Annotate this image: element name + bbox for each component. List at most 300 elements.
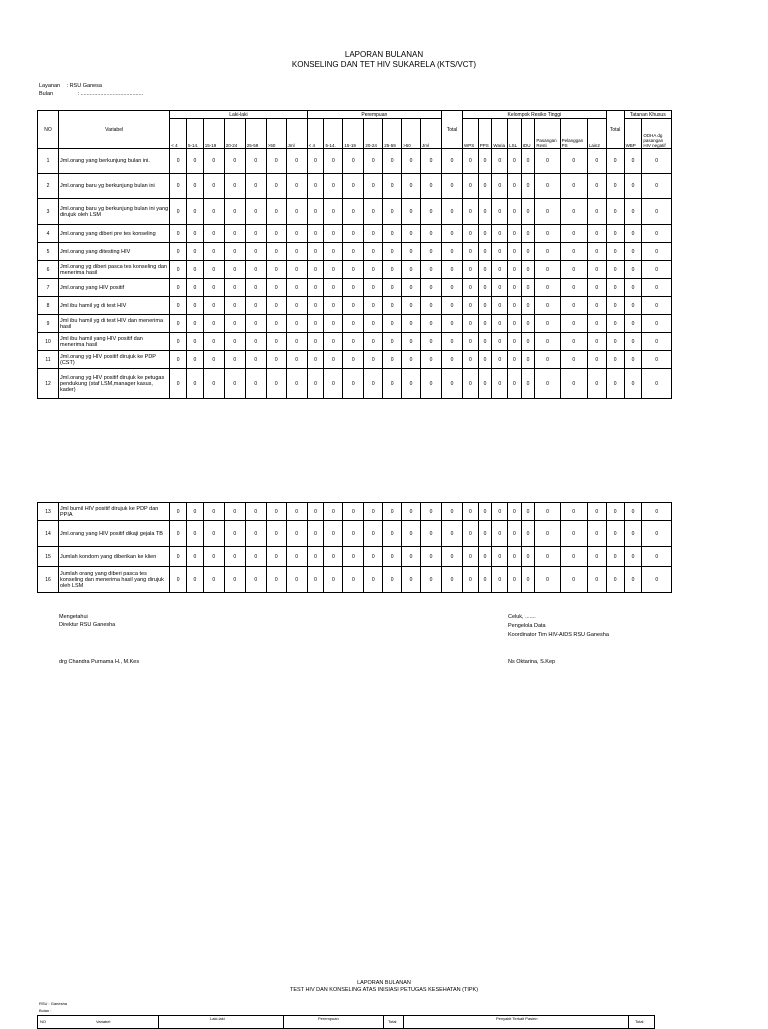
value-cell: 0 xyxy=(245,199,266,225)
value-cell: 0 xyxy=(606,174,624,199)
header-total: Total xyxy=(442,111,463,149)
value-cell: 0 xyxy=(187,297,204,315)
value-cell: 0 xyxy=(170,199,187,225)
value-cell: 0 xyxy=(560,333,587,351)
table-row xyxy=(38,225,672,243)
value-cell: 0 xyxy=(624,149,642,174)
table-row xyxy=(38,243,672,261)
row-label: Jml.orang yang ditesting HIV xyxy=(58,243,169,261)
value-cell: 0 xyxy=(606,315,624,333)
value-cell: 0 xyxy=(421,567,442,593)
value-cell: 0 xyxy=(402,547,421,567)
value-cell: 0 xyxy=(266,333,286,351)
value-cell: 0 xyxy=(286,333,307,351)
value-cell: 0 xyxy=(364,503,383,521)
value-cell: 0 xyxy=(203,315,224,333)
value-cell: 0 xyxy=(624,199,642,225)
value-cell: 0 xyxy=(463,351,479,369)
value-cell: 0 xyxy=(245,333,266,351)
value-cell: 0 xyxy=(324,567,343,593)
value-cell: 0 xyxy=(343,333,364,351)
value-cell: 0 xyxy=(245,297,266,315)
value-cell: 0 xyxy=(642,261,672,279)
value-cell: 0 xyxy=(245,567,266,593)
value-cell: 0 xyxy=(286,225,307,243)
value-cell: 0 xyxy=(508,199,522,225)
value-cell: 0 xyxy=(560,351,587,369)
value-cell: 0 xyxy=(245,243,266,261)
row-label: Jumlah kondom yang diberikan ke klien xyxy=(58,547,169,567)
value-cell: 0 xyxy=(286,547,307,567)
value-cell: 0 xyxy=(478,315,492,333)
value-cell: 0 xyxy=(402,333,421,351)
value-cell: 0 xyxy=(508,279,522,297)
value-cell: 0 xyxy=(224,149,245,174)
value-cell: 0 xyxy=(170,369,187,399)
report-subtitle: KONSELING DAN TET HIV SUKARELA (KTS/VCT) xyxy=(291,60,477,69)
row-number: 9 xyxy=(38,315,59,333)
value-cell: 0 xyxy=(560,297,587,315)
value-cell: 0 xyxy=(364,149,383,174)
value-cell: 0 xyxy=(606,503,624,521)
value-cell: 0 xyxy=(343,297,364,315)
value-cell: 0 xyxy=(307,521,324,547)
value-cell: 0 xyxy=(508,225,522,243)
value-cell: 0 xyxy=(364,199,383,225)
value-cell: 0 xyxy=(606,567,624,593)
value-cell: 0 xyxy=(508,174,522,199)
value-cell: 0 xyxy=(642,174,672,199)
value-cell: 0 xyxy=(203,503,224,521)
value-cell: 0 xyxy=(224,351,245,369)
value-cell: 0 xyxy=(307,567,324,593)
value-cell: 0 xyxy=(508,333,522,351)
row-label: Jml.orang baru yg berkunjung bulan ini yang dirujuk oleh LSM xyxy=(58,199,169,225)
value-cell: 0 xyxy=(463,243,479,261)
value-cell: 0 xyxy=(560,503,587,521)
value-cell: 0 xyxy=(203,547,224,567)
report2-rsu: RSU : Ganesha xyxy=(39,1001,68,1006)
value-cell: 0 xyxy=(266,567,286,593)
value-cell: 0 xyxy=(170,225,187,243)
value-cell: 0 xyxy=(508,261,522,279)
value-cell: 0 xyxy=(203,261,224,279)
table-row xyxy=(38,199,672,225)
value-cell: 0 xyxy=(521,243,535,261)
layanan-label: Layanan xyxy=(39,83,61,89)
value-cell: 0 xyxy=(642,225,672,243)
value-cell: 0 xyxy=(203,174,224,199)
header-perempuan-age: >50 xyxy=(402,119,421,149)
row-label: Jml.orang yang diberi pre tes konseling xyxy=(58,225,169,243)
value-cell: 0 xyxy=(442,369,463,399)
report2-total: Total xyxy=(388,1019,397,1024)
header-kelompok: Kelompok Resiko Tinggi xyxy=(463,111,607,119)
value-cell: 0 xyxy=(402,315,421,333)
value-cell: 0 xyxy=(642,315,672,333)
value-cell: 0 xyxy=(266,225,286,243)
row-label: Jml.orang yg HIV positif dirujuk ke PDP (CST) xyxy=(58,351,169,369)
value-cell: 0 xyxy=(324,149,343,174)
value-cell: 0 xyxy=(324,174,343,199)
sign-right-name: Ns Oktarina, S.Kep xyxy=(508,659,556,665)
value-cell: 0 xyxy=(364,279,383,297)
value-cell: 0 xyxy=(492,279,508,297)
value-cell: 0 xyxy=(187,261,204,279)
value-cell: 0 xyxy=(535,225,560,243)
header-risk-group: PPS xyxy=(478,119,492,149)
value-cell: 0 xyxy=(383,567,402,593)
header-perempuan-age: 15-19 xyxy=(343,119,364,149)
value-cell: 0 xyxy=(402,521,421,547)
value-cell: 0 xyxy=(420,149,441,174)
value-cell: 0 xyxy=(587,297,606,315)
value-cell: 0 xyxy=(203,225,224,243)
value-cell: 0 xyxy=(521,351,535,369)
value-cell: 0 xyxy=(521,547,535,567)
row-label: Jml.orang yang HIV positif dikaji gejala TB xyxy=(58,521,169,547)
value-cell: 0 xyxy=(442,333,463,351)
value-cell: 0 xyxy=(307,297,324,315)
report2-laki: Laki-laki xyxy=(210,1016,225,1021)
report2-bulan: Bulan : xyxy=(39,1008,52,1013)
value-cell: 0 xyxy=(624,261,642,279)
value-cell: 0 xyxy=(170,174,187,199)
row-number: 13 xyxy=(38,503,59,521)
value-cell: 0 xyxy=(441,567,462,593)
value-cell: 0 xyxy=(420,174,441,199)
value-cell: 0 xyxy=(224,174,245,199)
value-cell: 0 xyxy=(478,521,492,547)
value-cell: 0 xyxy=(224,297,245,315)
value-cell: 0 xyxy=(606,333,624,351)
value-cell: 0 xyxy=(383,149,402,174)
value-cell: 0 xyxy=(478,243,492,261)
table-row xyxy=(38,149,672,174)
value-cell: 0 xyxy=(492,351,508,369)
value-cell: 0 xyxy=(170,149,187,174)
value-cell: 0 xyxy=(364,297,383,315)
value-cell: 0 xyxy=(170,261,187,279)
value-cell: 0 xyxy=(560,369,587,399)
value-cell: 0 xyxy=(266,149,286,174)
value-cell: 0 xyxy=(286,199,307,225)
value-cell: 0 xyxy=(286,567,307,593)
value-cell: 0 xyxy=(521,567,535,593)
value-cell: 0 xyxy=(307,315,324,333)
value-cell: 0 xyxy=(560,149,587,174)
value-cell: 0 xyxy=(266,503,286,521)
value-cell: 0 xyxy=(324,297,343,315)
value-cell: 0 xyxy=(606,243,624,261)
value-cell: 0 xyxy=(343,547,364,567)
row-number: 16 xyxy=(38,567,59,593)
value-cell: 0 xyxy=(420,225,441,243)
value-cell: 0 xyxy=(442,261,463,279)
value-cell: 0 xyxy=(245,503,266,521)
value-cell: 0 xyxy=(642,333,672,351)
value-cell: 0 xyxy=(203,243,224,261)
value-cell: 0 xyxy=(508,547,522,567)
report2-total2: Total xyxy=(635,1019,644,1024)
value-cell: 0 xyxy=(521,315,535,333)
sign-right-3: Koordinator Tim HIV-AIDS RSU Ganesha xyxy=(508,632,609,638)
value-cell: 0 xyxy=(535,503,560,521)
value-cell: 0 xyxy=(286,315,307,333)
value-cell: 0 xyxy=(606,351,624,369)
value-cell: 0 xyxy=(478,503,492,521)
value-cell: 0 xyxy=(462,547,478,567)
value-cell: 0 xyxy=(463,315,479,333)
value-cell: 0 xyxy=(642,521,672,547)
header-perempuan-age: 25-59 xyxy=(383,119,402,149)
value-cell: 0 xyxy=(402,225,421,243)
table-row xyxy=(38,261,672,279)
value-cell: 0 xyxy=(170,297,187,315)
value-cell: 0 xyxy=(642,351,672,369)
value-cell: 0 xyxy=(383,351,402,369)
page-break-gap xyxy=(37,413,672,505)
value-cell: 0 xyxy=(187,174,204,199)
value-cell: 0 xyxy=(203,297,224,315)
value-cell: 0 xyxy=(587,333,606,351)
value-cell: 0 xyxy=(307,199,324,225)
value-cell: 0 xyxy=(642,243,672,261)
value-cell: 0 xyxy=(343,351,364,369)
value-cell: 0 xyxy=(606,369,624,399)
value-cell: 0 xyxy=(307,149,324,174)
value-cell: 0 xyxy=(492,567,508,593)
value-cell: 0 xyxy=(492,521,508,547)
value-cell: 0 xyxy=(343,503,364,521)
value-cell: 0 xyxy=(402,369,421,399)
value-cell: 0 xyxy=(420,351,441,369)
value-cell: 0 xyxy=(170,567,187,593)
value-cell: 0 xyxy=(286,149,307,174)
row-number: 14 xyxy=(38,521,59,547)
value-cell: 0 xyxy=(560,261,587,279)
value-cell: 0 xyxy=(170,351,187,369)
value-cell: 0 xyxy=(478,333,492,351)
value-cell: 0 xyxy=(420,261,441,279)
report2-no: NO xyxy=(40,1019,46,1024)
value-cell: 0 xyxy=(560,243,587,261)
value-cell: 0 xyxy=(421,521,442,547)
value-cell: 0 xyxy=(508,503,522,521)
value-cell: 0 xyxy=(224,315,245,333)
value-cell: 0 xyxy=(624,279,642,297)
table-row xyxy=(38,174,672,199)
value-cell: 0 xyxy=(606,261,624,279)
value-cell: 0 xyxy=(642,369,672,399)
value-cell: 0 xyxy=(383,315,402,333)
value-cell: 0 xyxy=(624,243,642,261)
value-cell: 0 xyxy=(187,567,204,593)
value-cell: 0 xyxy=(245,521,266,547)
value-cell: 0 xyxy=(463,149,479,174)
value-cell: 0 xyxy=(535,547,560,567)
report2-variabel: Variabel xyxy=(96,1019,111,1024)
value-cell: 0 xyxy=(492,333,508,351)
value-cell: 0 xyxy=(402,149,421,174)
header-perempuan-age: < 4 xyxy=(307,119,324,149)
value-cell: 0 xyxy=(343,174,364,199)
value-cell: 0 xyxy=(170,315,187,333)
value-cell: 0 xyxy=(245,279,266,297)
value-cell: 0 xyxy=(187,225,204,243)
report2-table xyxy=(37,1015,655,1029)
value-cell: 0 xyxy=(642,199,672,225)
value-cell: 0 xyxy=(402,199,421,225)
value-cell: 0 xyxy=(463,297,479,315)
header-perempuan-age: Jml xyxy=(420,119,441,149)
value-cell: 0 xyxy=(324,547,343,567)
value-cell: 0 xyxy=(402,567,421,593)
value-cell: 0 xyxy=(442,149,463,174)
row-number: 1 xyxy=(38,149,59,174)
value-cell: 0 xyxy=(508,243,522,261)
value-cell: 0 xyxy=(245,351,266,369)
value-cell: 0 xyxy=(560,315,587,333)
value-cell: 0 xyxy=(402,351,421,369)
value-cell: 0 xyxy=(442,297,463,315)
sign-left-1: Mengetahui xyxy=(59,614,88,620)
value-cell: 0 xyxy=(624,174,642,199)
value-cell: 0 xyxy=(442,174,463,199)
value-cell: 0 xyxy=(402,503,421,521)
header-laki-age: 15-19 xyxy=(203,119,224,149)
value-cell: 0 xyxy=(383,279,402,297)
value-cell: 0 xyxy=(364,174,383,199)
value-cell: 0 xyxy=(441,521,462,547)
value-cell: 0 xyxy=(224,369,245,399)
value-cell: 0 xyxy=(587,567,606,593)
value-cell: 0 xyxy=(364,567,383,593)
value-cell: 0 xyxy=(606,225,624,243)
table-row xyxy=(38,333,672,351)
row-number: 15 xyxy=(38,547,59,567)
value-cell: 0 xyxy=(492,199,508,225)
value-cell: 0 xyxy=(203,333,224,351)
value-cell: 0 xyxy=(492,225,508,243)
table-row xyxy=(38,297,672,315)
value-cell: 0 xyxy=(307,351,324,369)
value-cell: 0 xyxy=(203,521,224,547)
value-cell: 0 xyxy=(441,547,462,567)
report2-kelompok: Penyakit Terkait Pasien xyxy=(496,1016,538,1021)
value-cell: 0 xyxy=(587,174,606,199)
value-cell: 0 xyxy=(463,279,479,297)
value-cell: 0 xyxy=(286,369,307,399)
header-no: NO xyxy=(38,111,59,149)
row-number: 10 xyxy=(38,333,59,351)
value-cell: 0 xyxy=(492,174,508,199)
value-cell: 0 xyxy=(170,521,187,547)
value-cell: 0 xyxy=(535,297,560,315)
value-cell: 0 xyxy=(587,521,606,547)
value-cell: 0 xyxy=(606,547,624,567)
value-cell: 0 xyxy=(324,315,343,333)
value-cell: 0 xyxy=(521,503,535,521)
report-table xyxy=(37,110,672,399)
value-cell: 0 xyxy=(245,547,266,567)
value-cell: 0 xyxy=(324,369,343,399)
value-cell: 0 xyxy=(463,199,479,225)
value-cell: 0 xyxy=(560,567,587,593)
value-cell: 0 xyxy=(492,149,508,174)
value-cell: 0 xyxy=(508,149,522,174)
value-cell: 0 xyxy=(420,333,441,351)
value-cell: 0 xyxy=(442,315,463,333)
report-table-continued xyxy=(37,502,672,593)
value-cell: 0 xyxy=(492,369,508,399)
value-cell: 0 xyxy=(587,369,606,399)
value-cell: 0 xyxy=(535,333,560,351)
header-odha: ODHA dg pasangan HIV negatif xyxy=(642,119,672,149)
value-cell: 0 xyxy=(642,149,672,174)
value-cell: 0 xyxy=(535,315,560,333)
value-cell: 0 xyxy=(170,503,187,521)
value-cell: 0 xyxy=(364,369,383,399)
value-cell: 0 xyxy=(286,503,307,521)
value-cell: 0 xyxy=(560,174,587,199)
value-cell: 0 xyxy=(286,521,307,547)
value-cell: 0 xyxy=(560,225,587,243)
value-cell: 0 xyxy=(224,243,245,261)
value-cell: 0 xyxy=(402,261,421,279)
value-cell: 0 xyxy=(224,521,245,547)
value-cell: 0 xyxy=(478,261,492,279)
value-cell: 0 xyxy=(587,225,606,243)
value-cell: 0 xyxy=(462,567,478,593)
value-cell: 0 xyxy=(187,547,204,567)
value-cell: 0 xyxy=(587,243,606,261)
row-label: Jml ibu hamil yg di test HIV dan menerima hasil xyxy=(58,315,169,333)
value-cell: 0 xyxy=(560,521,587,547)
value-cell: 0 xyxy=(492,547,508,567)
value-cell: 0 xyxy=(266,279,286,297)
value-cell: 0 xyxy=(420,279,441,297)
value-cell: 0 xyxy=(606,521,624,547)
row-number: 6 xyxy=(38,261,59,279)
value-cell: 0 xyxy=(624,315,642,333)
value-cell: 0 xyxy=(508,521,522,547)
value-cell: 0 xyxy=(478,225,492,243)
value-cell: 0 xyxy=(463,225,479,243)
value-cell: 0 xyxy=(343,261,364,279)
value-cell: 0 xyxy=(383,243,402,261)
value-cell: 0 xyxy=(286,174,307,199)
value-cell: 0 xyxy=(442,199,463,225)
value-cell: 0 xyxy=(187,351,204,369)
value-cell: 0 xyxy=(187,243,204,261)
value-cell: 0 xyxy=(421,547,442,567)
value-cell: 0 xyxy=(560,199,587,225)
row-label: Jml.orang yang berkunjung bulan ini. xyxy=(58,149,169,174)
value-cell: 0 xyxy=(203,199,224,225)
value-cell: 0 xyxy=(442,243,463,261)
value-cell: 0 xyxy=(203,567,224,593)
value-cell: 0 xyxy=(624,547,642,567)
header-laki-age: >50 xyxy=(266,119,286,149)
value-cell: 0 xyxy=(266,297,286,315)
value-cell: 0 xyxy=(420,315,441,333)
value-cell: 0 xyxy=(286,243,307,261)
value-cell: 0 xyxy=(624,225,642,243)
header-risk-group: Pasangan Resti xyxy=(535,119,560,149)
table-row xyxy=(38,369,672,399)
value-cell: 0 xyxy=(224,567,245,593)
